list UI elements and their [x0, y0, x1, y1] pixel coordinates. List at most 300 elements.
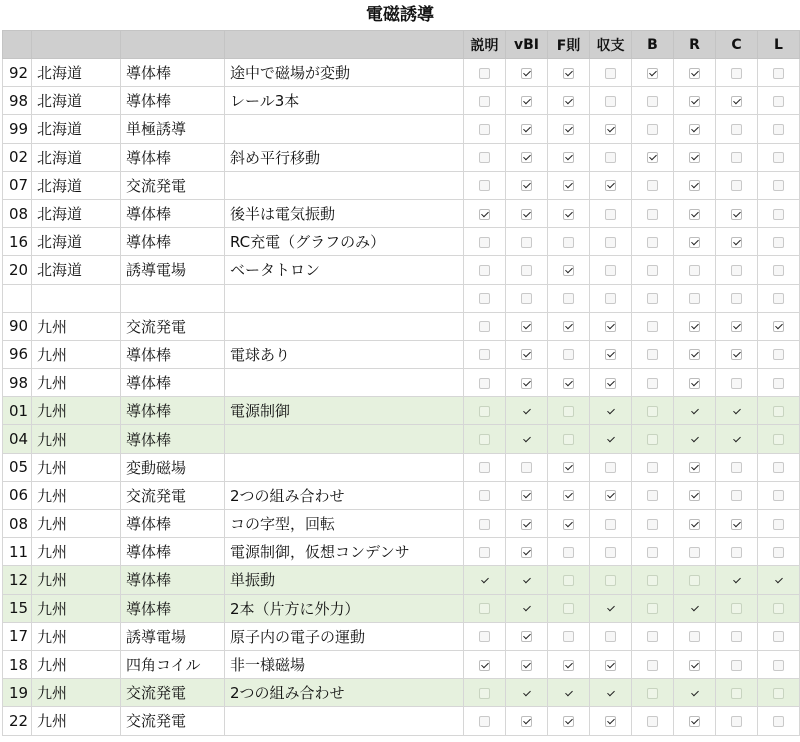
row-region: 九州 [32, 312, 121, 340]
checkbox-cell [632, 340, 674, 368]
unchecked-checkbox[interactable] [479, 265, 490, 276]
unchecked-checkbox[interactable] [605, 68, 616, 79]
checked-checkbox[interactable] [521, 688, 532, 699]
checked-checkbox[interactable] [689, 209, 700, 220]
unchecked-checkbox[interactable] [479, 96, 490, 107]
row-region: 九州 [32, 679, 121, 707]
unchecked-checkbox[interactable] [731, 293, 742, 304]
unchecked-checkbox[interactable] [689, 265, 700, 276]
unchecked-checkbox[interactable] [773, 603, 784, 614]
row-id: 07 [3, 171, 32, 199]
unchecked-checkbox[interactable] [479, 349, 490, 360]
unchecked-checkbox[interactable] [647, 490, 658, 501]
unchecked-checkbox[interactable] [773, 96, 784, 107]
table-header [3, 31, 800, 59]
checked-checkbox[interactable] [605, 603, 616, 614]
checkbox-cell [632, 707, 674, 735]
checked-checkbox[interactable] [731, 519, 742, 530]
table-row [3, 650, 800, 678]
checked-checkbox[interactable] [563, 688, 574, 699]
unchecked-checkbox[interactable] [605, 96, 616, 107]
checked-checkbox[interactable] [689, 406, 700, 417]
unchecked-checkbox[interactable] [521, 462, 532, 473]
checkbox-cell [506, 594, 548, 622]
checkbox-cell [464, 453, 506, 481]
checkbox-cell [632, 171, 674, 199]
unchecked-checkbox[interactable] [479, 378, 490, 389]
checkbox-cell [716, 115, 758, 143]
row-id: 01 [3, 397, 32, 425]
unchecked-checkbox[interactable] [647, 716, 658, 727]
unchecked-checkbox[interactable] [479, 293, 490, 304]
unchecked-checkbox[interactable] [479, 603, 490, 614]
checked-checkbox[interactable] [647, 152, 658, 163]
unchecked-checkbox[interactable] [731, 603, 742, 614]
row-note: レール3本 [225, 87, 464, 115]
unchecked-checkbox[interactable] [731, 490, 742, 501]
unchecked-checkbox[interactable] [731, 180, 742, 191]
row-note: 電源制御，仮想コンデンサ [225, 538, 464, 566]
row-id: 15 [3, 594, 32, 622]
unchecked-checkbox[interactable] [647, 237, 658, 248]
row-id: 92 [3, 59, 32, 87]
unchecked-checkbox[interactable] [605, 265, 616, 276]
checked-checkbox[interactable] [521, 575, 532, 586]
unchecked-checkbox[interactable] [773, 406, 784, 417]
unchecked-checkbox[interactable] [773, 490, 784, 501]
checkbox-cell [506, 679, 548, 707]
unchecked-checkbox[interactable] [647, 603, 658, 614]
checkbox-cell [758, 284, 800, 312]
unchecked-checkbox[interactable] [563, 406, 574, 417]
checkbox-cell [632, 650, 674, 678]
row-region: 九州 [32, 397, 121, 425]
checked-checkbox[interactable] [731, 237, 742, 248]
checked-checkbox[interactable] [563, 321, 574, 332]
checked-checkbox[interactable] [563, 68, 574, 79]
checkbox-cell [464, 171, 506, 199]
unchecked-checkbox[interactable] [479, 68, 490, 79]
checkbox-cell [758, 538, 800, 566]
unchecked-checkbox[interactable] [521, 237, 532, 248]
row-region: 九州 [32, 566, 121, 594]
checkbox-cell [674, 369, 716, 397]
unchecked-checkbox[interactable] [605, 575, 616, 586]
checkbox-cell [590, 622, 632, 650]
checked-checkbox[interactable] [731, 406, 742, 417]
unchecked-checkbox[interactable] [479, 519, 490, 530]
checked-checkbox[interactable] [689, 462, 700, 473]
unchecked-checkbox[interactable] [647, 349, 658, 360]
row-note [225, 453, 464, 481]
row-id: 16 [3, 228, 32, 256]
checkbox-cell [464, 510, 506, 538]
checked-checkbox[interactable] [479, 575, 490, 586]
table-row [3, 594, 800, 622]
checked-checkbox[interactable] [689, 321, 700, 332]
row-note [225, 425, 464, 453]
unchecked-checkbox[interactable] [773, 547, 784, 558]
checked-checkbox[interactable] [521, 660, 532, 671]
unchecked-checkbox[interactable] [605, 237, 616, 248]
checked-checkbox[interactable] [689, 434, 700, 445]
unchecked-checkbox[interactable] [731, 660, 742, 671]
unchecked-checkbox[interactable] [773, 124, 784, 135]
checkbox-cell [548, 228, 590, 256]
unchecked-checkbox[interactable] [563, 631, 574, 642]
unchecked-checkbox[interactable] [479, 321, 490, 332]
table-row [3, 143, 800, 171]
checked-checkbox[interactable] [689, 716, 700, 727]
checkbox-cell [548, 453, 590, 481]
row-note: 非一様磁場 [225, 650, 464, 678]
checkbox-cell [506, 199, 548, 227]
checkbox-cell [632, 481, 674, 509]
checkbox-cell [506, 397, 548, 425]
row-region: 九州 [32, 369, 121, 397]
checked-checkbox[interactable] [689, 660, 700, 671]
unchecked-checkbox[interactable] [773, 237, 784, 248]
checked-checkbox[interactable] [521, 209, 532, 220]
checkbox-cell [758, 594, 800, 622]
checked-checkbox[interactable] [521, 406, 532, 417]
checkbox-cell [632, 59, 674, 87]
checked-checkbox[interactable] [521, 68, 532, 79]
checkbox-cell [506, 256, 548, 284]
unchecked-checkbox[interactable] [773, 462, 784, 473]
checked-checkbox[interactable] [521, 96, 532, 107]
unchecked-checkbox[interactable] [605, 152, 616, 163]
unchecked-checkbox[interactable] [605, 462, 616, 473]
row-type: 誘導電場 [121, 622, 225, 650]
unchecked-checkbox[interactable] [773, 660, 784, 671]
table-row [3, 425, 800, 453]
unchecked-checkbox[interactable] [563, 293, 574, 304]
checkbox-cell [548, 115, 590, 143]
checked-checkbox[interactable] [689, 490, 700, 501]
checkbox-cell [758, 510, 800, 538]
checked-checkbox[interactable] [521, 716, 532, 727]
checked-checkbox[interactable] [605, 716, 616, 727]
row-type: 導体棒 [121, 538, 225, 566]
checked-checkbox[interactable] [521, 631, 532, 642]
checkbox-cell [464, 312, 506, 340]
checkbox-cell [716, 143, 758, 171]
unchecked-checkbox[interactable] [731, 547, 742, 558]
checkbox-cell [464, 115, 506, 143]
checked-checkbox[interactable] [605, 660, 616, 671]
checked-checkbox[interactable] [689, 519, 700, 530]
unchecked-checkbox[interactable] [773, 152, 784, 163]
row-type: 交流発電 [121, 679, 225, 707]
checkbox-cell [464, 340, 506, 368]
checked-checkbox[interactable] [605, 349, 616, 360]
unchecked-checkbox[interactable] [647, 434, 658, 445]
unchecked-checkbox[interactable] [647, 547, 658, 558]
unchecked-checkbox[interactable] [647, 293, 658, 304]
unchecked-checkbox[interactable] [773, 434, 784, 445]
row-type: 変動磁場 [121, 453, 225, 481]
unchecked-checkbox[interactable] [521, 293, 532, 304]
unchecked-checkbox[interactable] [689, 547, 700, 558]
unchecked-checkbox[interactable] [479, 237, 490, 248]
unchecked-checkbox[interactable] [731, 716, 742, 727]
checkbox-cell [716, 199, 758, 227]
checked-checkbox[interactable] [647, 68, 658, 79]
unchecked-checkbox[interactable] [605, 547, 616, 558]
unchecked-checkbox[interactable] [773, 349, 784, 360]
checked-checkbox[interactable] [605, 321, 616, 332]
checkbox-cell [464, 397, 506, 425]
unchecked-checkbox[interactable] [647, 96, 658, 107]
unchecked-checkbox[interactable] [731, 631, 742, 642]
checkbox-cell [716, 171, 758, 199]
checked-checkbox[interactable] [689, 124, 700, 135]
checked-checkbox[interactable] [689, 96, 700, 107]
table-body [3, 59, 800, 736]
row-region: 九州 [32, 453, 121, 481]
checked-checkbox[interactable] [563, 124, 574, 135]
table-row [3, 284, 800, 312]
unchecked-checkbox[interactable] [563, 547, 574, 558]
checkbox-cell [506, 59, 548, 87]
checkbox-cell [632, 369, 674, 397]
checked-checkbox[interactable] [563, 96, 574, 107]
checked-checkbox[interactable] [689, 603, 700, 614]
unchecked-checkbox[interactable] [773, 293, 784, 304]
checked-checkbox[interactable] [563, 490, 574, 501]
unchecked-checkbox[interactable] [689, 293, 700, 304]
checked-checkbox[interactable] [605, 124, 616, 135]
unchecked-checkbox[interactable] [731, 265, 742, 276]
unchecked-checkbox[interactable] [647, 378, 658, 389]
checked-checkbox[interactable] [731, 321, 742, 332]
unchecked-checkbox[interactable] [479, 152, 490, 163]
checkbox-cell [716, 453, 758, 481]
unchecked-checkbox[interactable] [731, 688, 742, 699]
unchecked-checkbox[interactable] [647, 406, 658, 417]
row-id: 04 [3, 425, 32, 453]
unchecked-checkbox[interactable] [647, 631, 658, 642]
checkbox-cell [674, 256, 716, 284]
unchecked-checkbox[interactable] [563, 603, 574, 614]
checked-checkbox[interactable] [689, 152, 700, 163]
unchecked-checkbox[interactable] [773, 68, 784, 79]
checkbox-cell [674, 622, 716, 650]
checkbox-cell [758, 369, 800, 397]
checkbox-cell [548, 622, 590, 650]
checked-checkbox[interactable] [563, 660, 574, 671]
unchecked-checkbox[interactable] [731, 378, 742, 389]
unchecked-checkbox[interactable] [773, 209, 784, 220]
checked-checkbox[interactable] [563, 180, 574, 191]
checkbox-cell [632, 453, 674, 481]
checked-checkbox[interactable] [689, 349, 700, 360]
checked-checkbox[interactable] [731, 434, 742, 445]
checkbox-cell [674, 679, 716, 707]
checked-checkbox[interactable] [521, 434, 532, 445]
checkbox-cell [758, 707, 800, 735]
checked-checkbox[interactable] [605, 406, 616, 417]
unchecked-checkbox[interactable] [563, 237, 574, 248]
unchecked-checkbox[interactable] [773, 265, 784, 276]
unchecked-checkbox[interactable] [773, 180, 784, 191]
checkbox-cell [716, 369, 758, 397]
checked-checkbox[interactable] [731, 209, 742, 220]
unchecked-checkbox[interactable] [479, 124, 490, 135]
checkbox-cell [674, 228, 716, 256]
unchecked-checkbox[interactable] [773, 631, 784, 642]
unchecked-checkbox[interactable] [605, 631, 616, 642]
checked-checkbox[interactable] [521, 378, 532, 389]
unchecked-checkbox[interactable] [647, 124, 658, 135]
unchecked-checkbox[interactable] [647, 209, 658, 220]
checkbox-cell [674, 87, 716, 115]
checked-checkbox[interactable] [563, 152, 574, 163]
unchecked-checkbox[interactable] [731, 124, 742, 135]
unchecked-checkbox[interactable] [773, 688, 784, 699]
unchecked-checkbox[interactable] [563, 575, 574, 586]
checked-checkbox[interactable] [479, 209, 490, 220]
unchecked-checkbox[interactable] [647, 265, 658, 276]
checked-checkbox[interactable] [689, 378, 700, 389]
checked-checkbox[interactable] [521, 490, 532, 501]
unchecked-checkbox[interactable] [479, 434, 490, 445]
row-id: 08 [3, 199, 32, 227]
checkbox-cell [506, 650, 548, 678]
checkbox-cell [548, 397, 590, 425]
unchecked-checkbox[interactable] [479, 716, 490, 727]
checkbox-cell [674, 453, 716, 481]
checked-checkbox[interactable] [521, 152, 532, 163]
row-type: 導体棒 [121, 228, 225, 256]
checkbox-cell [548, 59, 590, 87]
checkbox-cell [674, 284, 716, 312]
checked-checkbox[interactable] [689, 688, 700, 699]
unchecked-checkbox[interactable] [479, 462, 490, 473]
column-header: F則 [548, 31, 590, 59]
checkbox-cell [674, 538, 716, 566]
unchecked-checkbox[interactable] [605, 209, 616, 220]
unchecked-checkbox[interactable] [773, 716, 784, 727]
unchecked-checkbox[interactable] [479, 631, 490, 642]
checkbox-cell [548, 369, 590, 397]
unchecked-checkbox[interactable] [605, 293, 616, 304]
unchecked-checkbox[interactable] [647, 180, 658, 191]
unchecked-checkbox[interactable] [647, 575, 658, 586]
checked-checkbox[interactable] [731, 96, 742, 107]
checked-checkbox[interactable] [605, 434, 616, 445]
checked-checkbox[interactable] [521, 349, 532, 360]
checked-checkbox[interactable] [605, 688, 616, 699]
table-row [3, 510, 800, 538]
checked-checkbox[interactable] [563, 265, 574, 276]
checked-checkbox[interactable] [563, 209, 574, 220]
checked-checkbox[interactable] [479, 660, 490, 671]
unchecked-checkbox[interactable] [479, 406, 490, 417]
unchecked-checkbox[interactable] [773, 519, 784, 530]
checkbox-cell [506, 143, 548, 171]
row-note: 後半は電気振動 [225, 199, 464, 227]
checked-checkbox[interactable] [731, 349, 742, 360]
unchecked-checkbox[interactable] [731, 152, 742, 163]
checkbox-cell [548, 650, 590, 678]
checked-checkbox[interactable] [521, 180, 532, 191]
checked-checkbox[interactable] [731, 575, 742, 586]
checked-checkbox[interactable] [605, 180, 616, 191]
checked-checkbox[interactable] [689, 68, 700, 79]
checkbox-cell [506, 171, 548, 199]
unchecked-checkbox[interactable] [563, 434, 574, 445]
unchecked-checkbox[interactable] [647, 660, 658, 671]
unchecked-checkbox[interactable] [689, 631, 700, 642]
checkbox-cell [548, 566, 590, 594]
row-region: 北海道 [32, 87, 121, 115]
column-header: B [632, 31, 674, 59]
unchecked-checkbox[interactable] [647, 519, 658, 530]
unchecked-checkbox[interactable] [563, 349, 574, 360]
row-region: 九州 [32, 650, 121, 678]
unchecked-checkbox[interactable] [731, 68, 742, 79]
checkbox-cell [674, 510, 716, 538]
unchecked-checkbox[interactable] [521, 265, 532, 276]
unchecked-checkbox[interactable] [605, 519, 616, 530]
unchecked-checkbox[interactable] [773, 378, 784, 389]
checkbox-cell [758, 566, 800, 594]
checked-checkbox[interactable] [563, 519, 574, 530]
checked-checkbox[interactable] [521, 321, 532, 332]
checked-checkbox[interactable] [605, 378, 616, 389]
checked-checkbox[interactable] [773, 575, 784, 586]
unchecked-checkbox[interactable] [479, 688, 490, 699]
row-type: 交流発電 [121, 481, 225, 509]
checkbox-cell [464, 228, 506, 256]
checked-checkbox[interactable] [521, 547, 532, 558]
checked-checkbox[interactable] [689, 237, 700, 248]
unchecked-checkbox[interactable] [479, 490, 490, 501]
checked-checkbox[interactable] [521, 603, 532, 614]
unchecked-checkbox[interactable] [647, 688, 658, 699]
unchecked-checkbox[interactable] [647, 462, 658, 473]
checkbox-cell [506, 453, 548, 481]
unchecked-checkbox[interactable] [647, 321, 658, 332]
checkbox-cell [548, 538, 590, 566]
checked-checkbox[interactable] [773, 321, 784, 332]
row-id: 12 [3, 566, 32, 594]
checked-checkbox[interactable] [521, 124, 532, 135]
checkbox-cell [632, 679, 674, 707]
unchecked-checkbox[interactable] [731, 462, 742, 473]
unchecked-checkbox[interactable] [689, 575, 700, 586]
checked-checkbox[interactable] [605, 490, 616, 501]
checked-checkbox[interactable] [563, 378, 574, 389]
checkbox-cell [548, 510, 590, 538]
checkbox-cell [632, 510, 674, 538]
checkbox-cell [548, 594, 590, 622]
checked-checkbox[interactable] [563, 462, 574, 473]
checkbox-cell [758, 397, 800, 425]
unchecked-checkbox[interactable] [479, 180, 490, 191]
checkbox-cell [632, 397, 674, 425]
checkbox-cell [548, 481, 590, 509]
table-row [3, 59, 800, 87]
checkbox-cell [716, 87, 758, 115]
checkbox-cell [674, 115, 716, 143]
checked-checkbox[interactable] [563, 716, 574, 727]
checked-checkbox[interactable] [689, 180, 700, 191]
unchecked-checkbox[interactable] [479, 547, 490, 558]
checked-checkbox[interactable] [521, 519, 532, 530]
